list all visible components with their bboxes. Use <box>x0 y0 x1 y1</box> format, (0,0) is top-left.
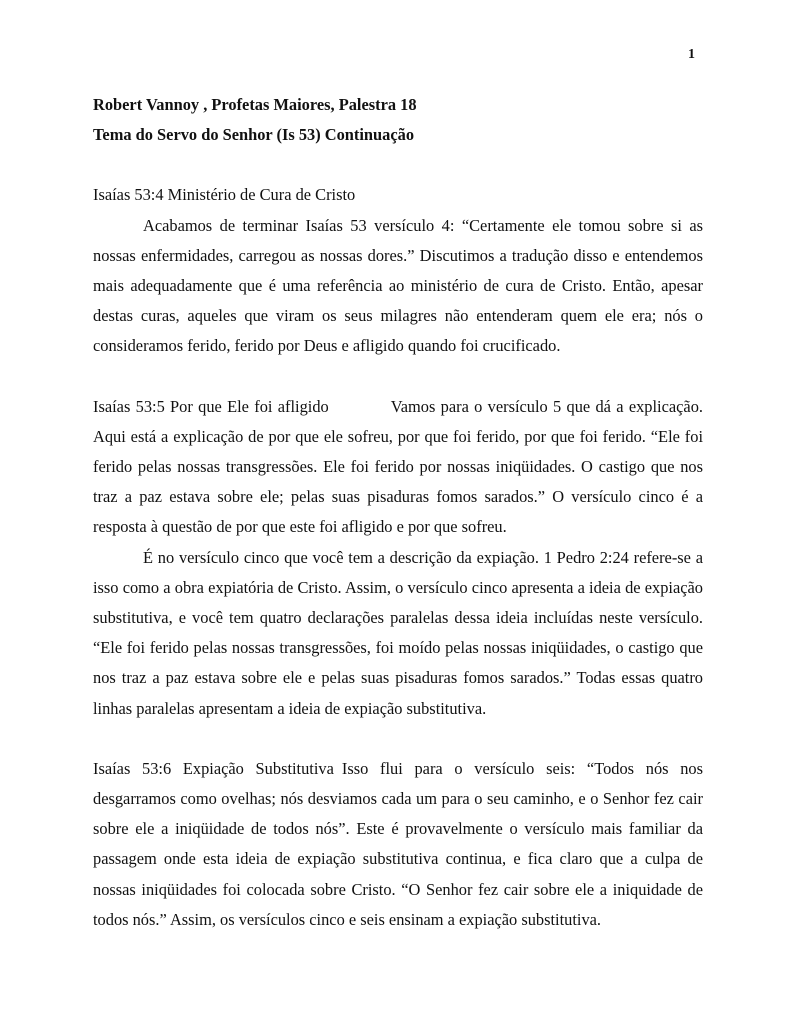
page-number: 1 <box>688 47 695 62</box>
section-53-6-lead-text: Isso flui para o versículo seis: “Todos nós nos desgarramos como ovelhas; nós desviamos cada um para o seu caminho, e o Senhor fez cair sobre ele a iniqüidade de todos nós”. Este é provavelmente o versículo mais familiar da passagem onde esta ideia de expiação substitutiva continua, e fica claro que a culpa de nossas iniqüidades foi colocada sobre Cristo. “O Senhor fez cair sobre ele a iniquidade de todos nós.” Assim, os versículos cinco e seis ensinam a expiação substitutiva. <box>93 758 703 929</box>
document-title-line-1: Robert Vannoy , Profetas Maiores, Palestra 18 <box>93 95 417 114</box>
section-gap <box>93 362 703 392</box>
section-heading-53-6: Isaías 53:6 Expiação Substitutiva <box>93 758 334 778</box>
document-title-line-2: Tema do Servo do Senhor (Is 53) Continuação <box>93 125 415 145</box>
paragraph-53-5-expiation: É no versículo cinco que você tem a descrição da expiação. 1 Pedro 2:24 refere-se a isso como a obra expiatória de Cristo. Assim, o versículo cinco apresenta a ideia de expiação substitutiva, e você tem quatro declarações paralelas dessa ideia incluídas neste versículo. “Ele foi ferido pelas nossas transgressões, foi moído pelas nossas iniqüidades, o castigo que nos traz a paz estava sobre ele e pelas suas pisaduras fomos sarados.” Todas essas quatro linhas paralelas apresentam a ideia de expiação substitutiva. <box>93 547 703 718</box>
document-body <box>93 90 703 935</box>
paragraph-53-6-lead <box>93 754 703 935</box>
paragraph-53-4: Acabamos de terminar Isaías 53 versículo 4: “Certamente ele tomou sobre si as nossas enfermidades, carregou as nossas dores.” Discutimos a tradução disso e entendemos mais adequadamente que é uma referência ao ministério de cura de Cristo. Então, apesar destas curas, aqueles que viram os seus milagres não entenderam quem ele era; nós o consideramos ferido, ferido por Deus e afligido quando foi crucificado. <box>93 215 703 356</box>
section-heading-53-4: Isaías 53:4 Ministério de Cura de Cristo <box>93 185 356 205</box>
section-gap <box>93 724 703 754</box>
section-heading-53-5: Isaías 53:5 Por que Ele foi afligido <box>93 396 329 416</box>
section-gap <box>93 150 703 180</box>
paragraph-53-5-lead <box>93 392 703 543</box>
section-53-5-lead-text: Vamos para o versículo 5 que dá a explicação. Aqui está a explicação de por que ele sofreu, por que foi ferido, por que foi ferido. “Ele foi ferido pelas nossas transgressões. Ele foi ferido por nossas iniqüidades. O castigo que nos traz a paz estava sobre ele; pelas suas pisaduras fomos sarados.” O versículo cinco é a resposta à questão de por que este foi afligido e por que sofreu. <box>93 396 703 537</box>
